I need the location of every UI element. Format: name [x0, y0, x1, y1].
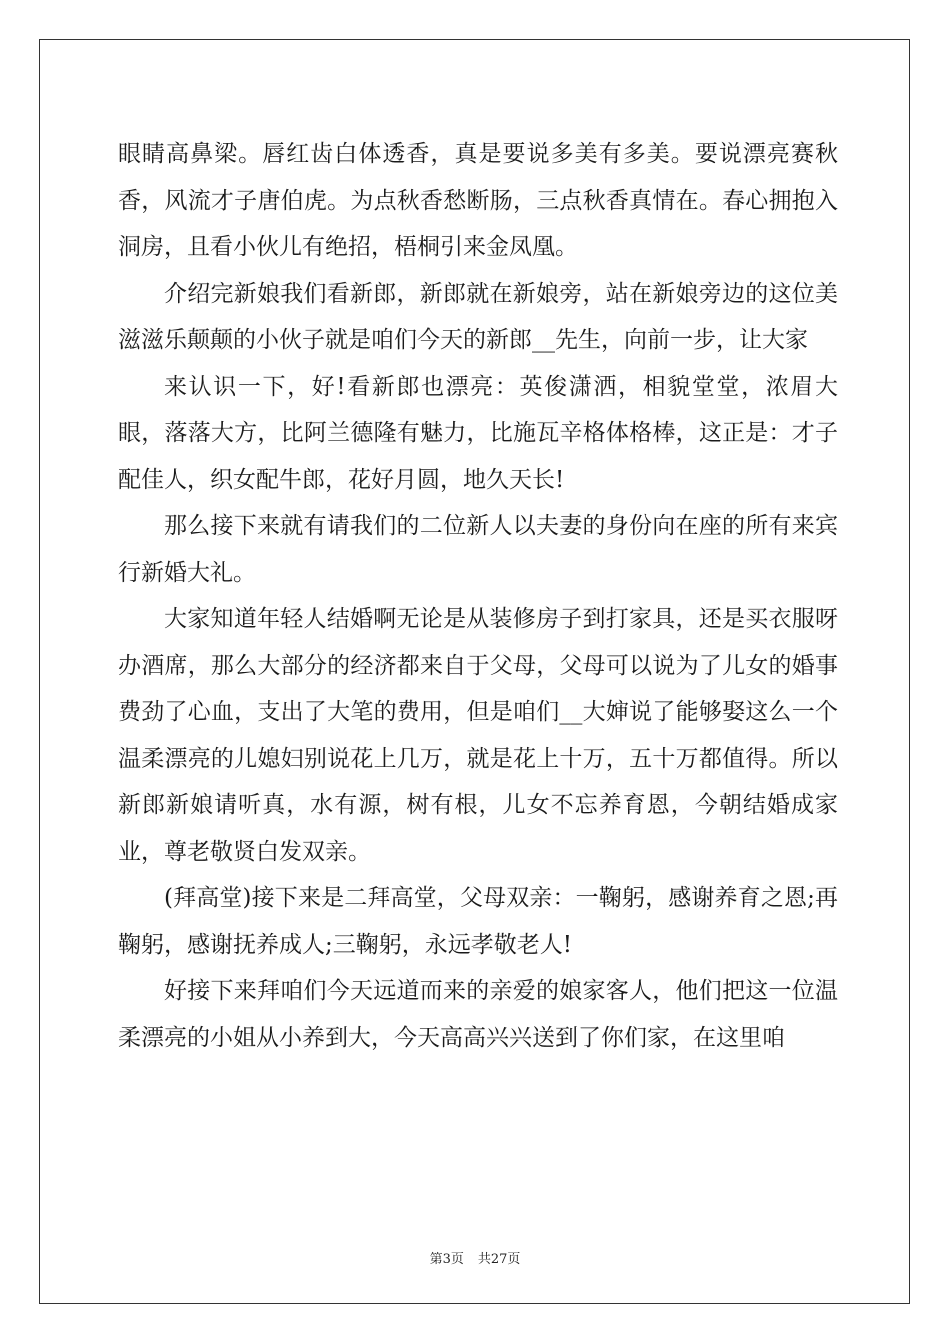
paragraph-2: 介绍完新娘我们看新郎，新郎就在新娘旁，站在新娘旁边的这位美滋滋乐颠颠的小伙子就是咱们今天的新郎__先生，向前一步，让大家: [118, 280, 838, 353]
paragraph-3: 来认识一下，好!看新郎也漂亮：英俊潇洒，相貌堂堂，浓眉大眼，落落大方，比阿兰德隆有魅力，比施瓦辛格体格棒，这正是：才子配佳人，织女配牛郎，花好月圆，地久天长!: [118, 373, 838, 493]
document-body: [118, 131, 838, 1061]
paragraph-5: 大家知道年轻人结婚啊无论是从装修房子到打家具，还是买衣服呀办酒席，那么大部分的经济都来自于父母，父母可以说为了儿女的婚事费劲了心血，支出了大笔的费用，但是咱们__大婶说了能够娶这么一个温柔漂亮的儿媳妇别说花上几万，就是花上十万，五十万都值得。所以新郎新娘请听真，水有源，树有根，儿女不忘养育恩，今朝结婚成家业，尊老敬贤白发双亲。: [118, 606, 838, 865]
page-footer: [0, 1248, 950, 1267]
paragraph-4: 那么接下来就有请我们的二位新人以夫妻的身份向在座的所有来宾行新婚大礼。: [118, 513, 838, 586]
total-pages: 共27页: [477, 1252, 521, 1267]
paragraph-6: (拜高堂)接下来是二拜高堂，父母双亲：一鞠躬，感谢养育之恩;再鞠躬，感谢抚养成人;三鞠躬，永远孝敬老人!: [118, 885, 838, 958]
paragraph-1: 眼睛高鼻梁。唇红齿白体透香，真是要说多美有多美。要说漂亮赛秋香，风流才子唐伯虎。为点秋香愁断肠，三点秋香真情在。春心拥抱入洞房，且看小伙儿有绝招，梧桐引来金凤凰。: [118, 141, 838, 260]
paragraph-7: 好接下来拜咱们今天远道而来的亲爱的娘家客人，他们把这一位温柔漂亮的小姐从小养到大，今天高高兴兴送到了你们家，在这里咱: [118, 978, 838, 1051]
page-number: 第3页: [429, 1252, 464, 1267]
